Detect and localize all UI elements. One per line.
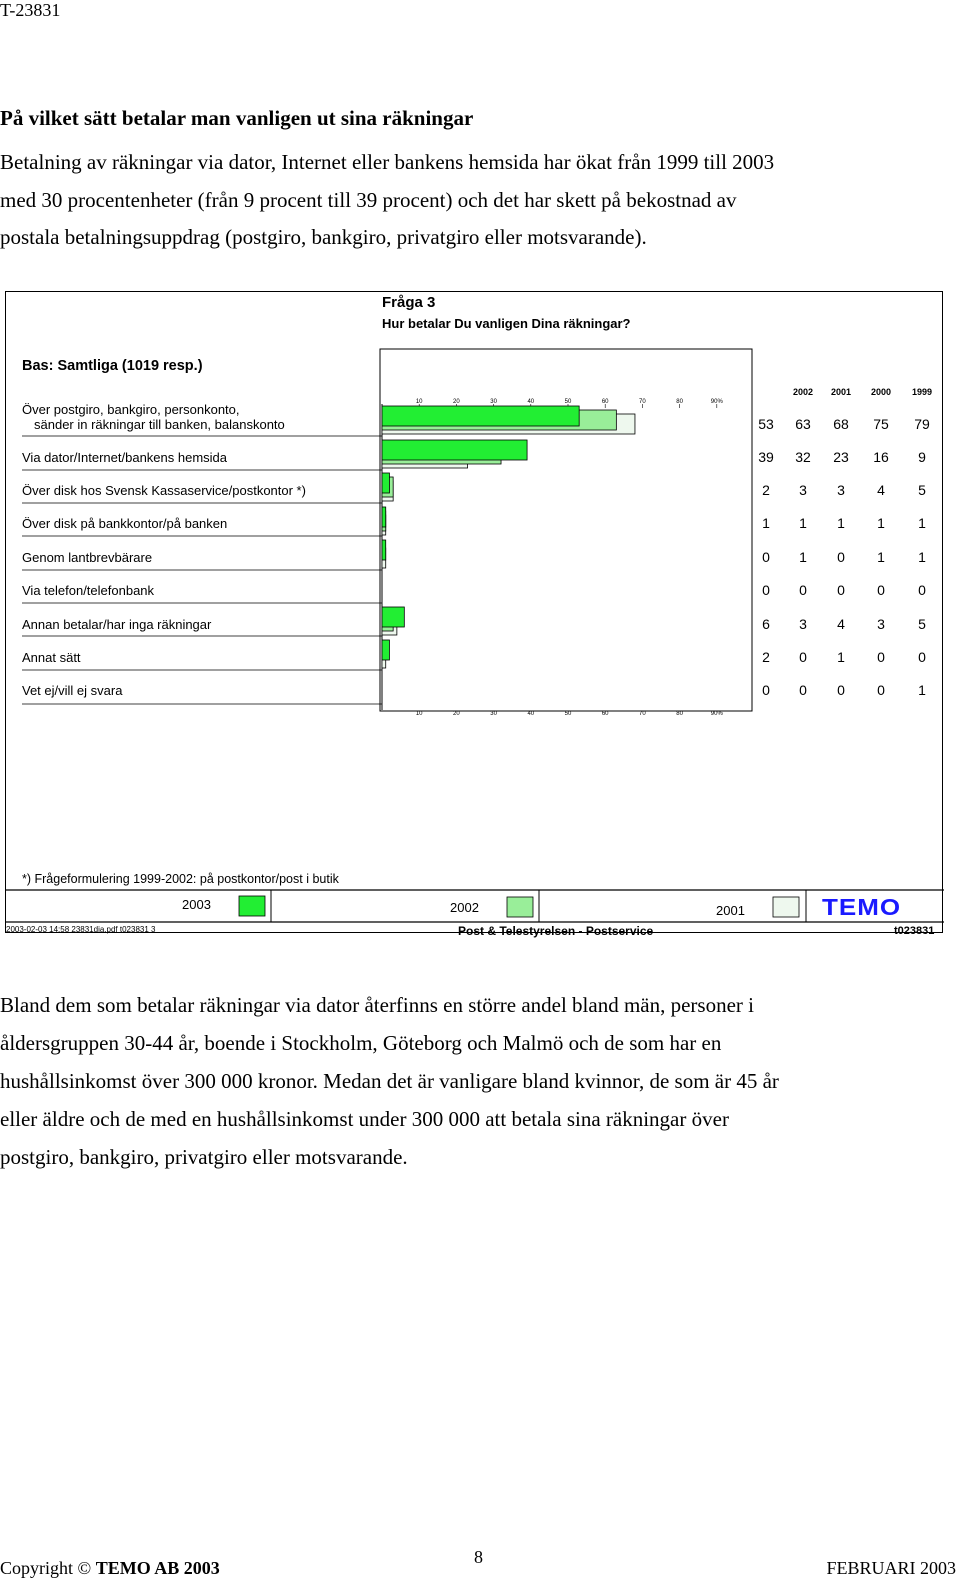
intro-line: Betalning av räkningar via dator, Internet eller bankens hemsida har ökat från 1999 till 2003 [0,150,775,174]
x-tick-label-top: 70 [639,399,646,405]
chart-svg [6,292,944,934]
chart-panel [5,291,943,938]
legend-swatch-2003 [239,896,265,916]
document-id: T-23831 [0,0,61,20]
x-tick-label-bottom: 20 [453,711,460,717]
body-line: eller äldre och de med en hushållsinkomst under 300 000 att betala sina räkningar över [0,1107,729,1131]
category-label: Annat sätt [22,650,81,665]
category-label: Annan betalar/har inga räkningar [22,617,212,632]
table-cell: 5 [918,616,926,632]
x-tick-label-bottom: 90% [710,711,723,717]
x-tick-label-bottom: 50 [564,711,572,717]
table-header: 1999 [911,387,933,397]
bar-2003 [382,440,527,460]
table-cell: 3 [877,616,885,632]
category-label: Över disk hos Svensk Kassaservice/postkontor *) [22,483,306,498]
page-number: 8 [474,1547,483,1567]
category-label: Via telefon/telefonbank [22,583,155,598]
x-tick-label-bottom: 80 [676,711,683,717]
table-cell: 5 [918,482,926,498]
x-tick-label-top: 30 [490,399,497,405]
legend-label-2003: 2003 [182,897,211,912]
table-cell: 1 [877,549,885,565]
table-cell: 4 [837,616,845,632]
chart-publisher: Post & Telestyrelsen - Postservice [458,924,654,938]
copyright-prefix: Copyright © [0,1558,96,1578]
table-cell: 0 [918,582,926,598]
x-tick-label-top: 40 [527,399,535,405]
table-cell: 39 [758,449,774,465]
x-tick-label-bottom: 70 [639,711,646,717]
table-cell: 0 [762,582,770,598]
category-label: Genom lantbrevbärare [22,550,153,565]
legend-swatch-2001 [773,897,799,917]
body-line: hushållsinkomst över 300 000 kronor. Medan det är vanligare bland kvinnor, de som är 45 år [0,1069,779,1093]
table-cell: 0 [837,549,845,565]
chart-timestamp: 2003-02-03 14:58 23831dia.pdf t023831 3 [6,925,156,934]
section-heading: På vilket sätt betalar man vanligen ut sina räkningar [0,106,474,130]
legend-label-2001: 2001 [716,903,745,918]
footer-date: FEBRUARI 2003 [826,1558,956,1578]
table-cell: 23 [833,449,849,465]
table-cell: 0 [877,649,885,665]
table-cell: 3 [799,482,807,498]
chart-question: Hur betalar Du vanligen Dina räkningar? [382,316,631,331]
table-header: 2000 [870,387,892,397]
x-tick-label-top: 20 [453,399,460,405]
legend-label-2002: 2002 [450,900,479,915]
bar-2003 [382,406,579,426]
x-tick-label-top: 10 [415,399,423,405]
table-cell: 1 [877,515,885,531]
bar-2003 [382,540,386,560]
table-cell: 32 [795,449,811,465]
legend-swatch-2002 [507,897,533,917]
table-cell: 3 [799,616,807,632]
x-tick-label-bottom: 60 [601,711,609,717]
table-cell: 0 [877,582,885,598]
table-cell: 1 [762,515,770,531]
copyright-company: TEMO AB 2003 [95,1558,220,1578]
x-tick-label-top: 50 [564,399,572,405]
table-cell: 53 [758,416,774,432]
table-cell: 0 [799,682,807,698]
table-cell: 9 [918,449,926,465]
table-cell: 0 [918,649,926,665]
table-cell: 16 [873,449,889,465]
temo-logo: TEMO [822,893,902,921]
bar-2003 [382,607,404,627]
intro-line: med 30 procentenheter (från 9 procent till 39 procent) och det har skett på bekostnad av [0,187,737,212]
chart-code: t023831 [894,925,935,937]
table-cell: 0 [762,682,770,698]
table-cell: 3 [837,482,845,498]
category-label: Över disk på bankkontor/på banken [22,516,228,531]
table-cell: 0 [837,582,845,598]
footer-copyright [0,1558,220,1579]
table-cell: 63 [795,416,811,432]
chart-footnote: *) Frågeformulering 1999-2002: på postkontor/post i butik [22,872,339,886]
category-label: sänder in räkningar till banken, balanskonto [34,417,285,432]
table-cell: 2 [762,482,770,498]
x-tick-label-top: 60 [601,399,609,405]
table-cell: 0 [877,682,885,698]
body-paragraph [0,986,958,1176]
chart-title: Fråga 3 [382,294,436,311]
table-cell: 1 [918,549,926,565]
table-cell: 6 [762,616,770,632]
table-cell: 1 [837,649,845,665]
bar-2003 [382,640,389,660]
table-cell: 4 [877,482,885,498]
table-cell: 0 [837,682,845,698]
x-tick-label-bottom: 10 [415,711,423,717]
intro-paragraph [0,144,958,257]
chart-base: Bas: Samtliga (1019 resp.) [22,358,203,374]
table-header: 2002 [792,387,814,397]
table-cell: 0 [762,549,770,565]
category-label: Vet ej/vill ej svara [22,683,123,698]
x-tick-label-bottom: 30 [490,711,497,717]
table-cell: 79 [914,416,930,432]
table-cell: 1 [918,682,926,698]
body-line: postgiro, bankgiro, privatgiro eller motsvarande. [0,1145,408,1169]
table-cell: 1 [837,515,845,531]
body-line: åldersgruppen 30-44 år, boende i Stockholm, Göteborg och Malmö och de som har en [0,1031,722,1055]
table-cell: 0 [799,649,807,665]
table-cell: 2 [762,649,770,665]
table-header: 2001 [830,387,852,397]
category-label: Via dator/Internet/bankens hemsida [22,450,228,465]
body-line: Bland dem som betalar räkningar via dator återfinns en större andel bland män, personer i [0,993,754,1017]
table-cell: 1 [799,515,807,531]
table-cell: 68 [833,416,849,432]
bar-2003 [382,473,389,493]
table-cell: 0 [799,582,807,598]
table-cell: 1 [799,549,807,565]
table-cell: 1 [918,515,926,531]
x-tick-label-top: 80 [676,399,683,405]
x-tick-label-bottom: 40 [527,711,535,717]
category-label: Över postgiro, bankgiro, personkonto, [22,402,240,417]
bar-2003 [382,507,386,527]
x-tick-label-top: 90% [710,399,723,405]
table-cell: 75 [873,416,889,432]
intro-line: postala betalningsuppdrag (postgiro, bankgiro, privatgiro eller motsvarande). [0,225,647,249]
